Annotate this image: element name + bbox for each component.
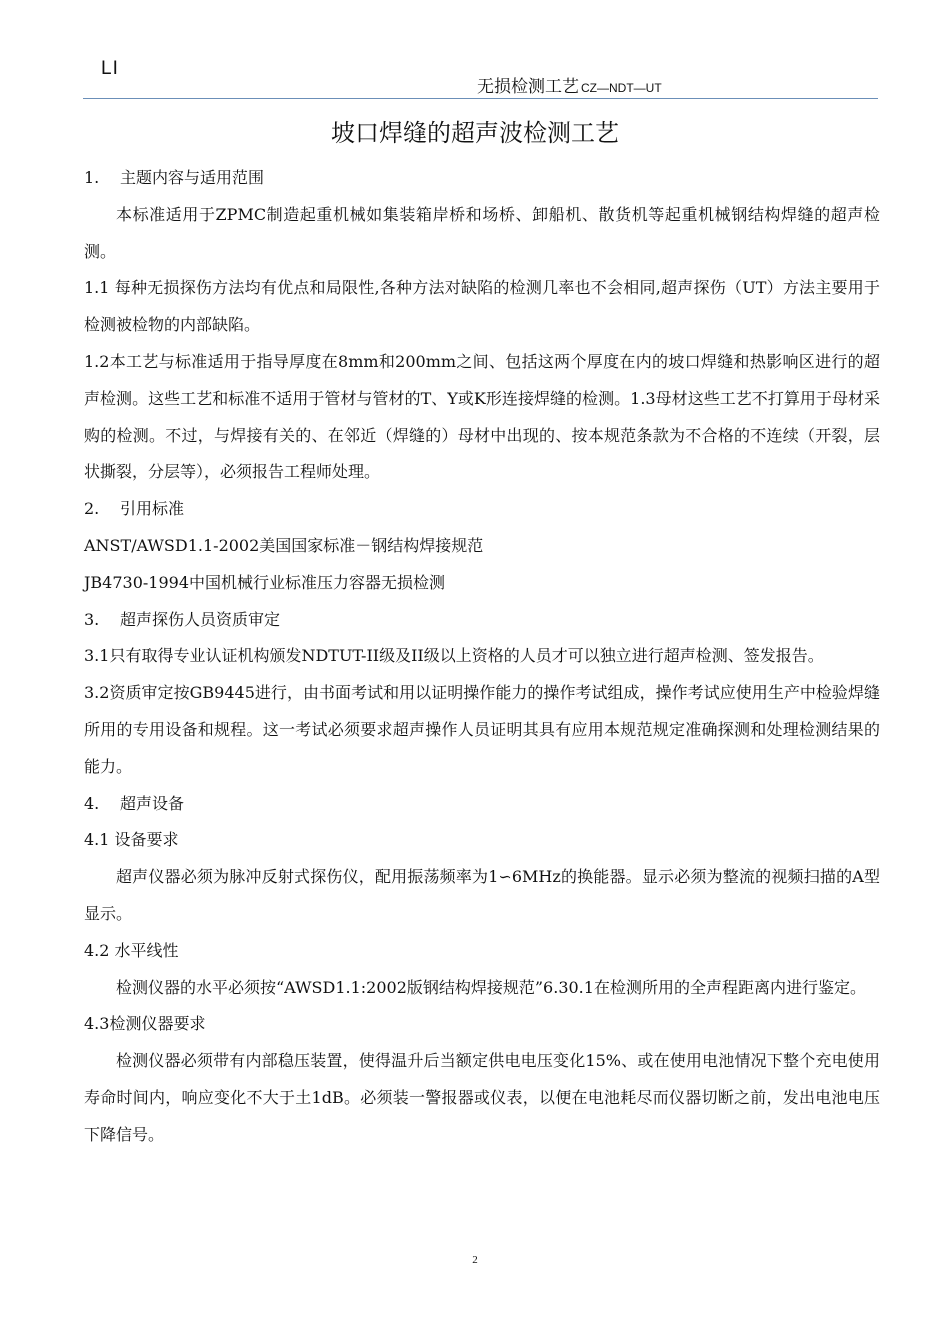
header-code: CZ—NDT—UT <box>581 81 662 95</box>
subsection-4-3: 4.3检测仪器要求 <box>84 1014 206 1034</box>
section-4-heading <box>84 786 880 823</box>
section-2-heading <box>84 491 880 528</box>
section-3-title: 超声探伤人员资质审定 <box>120 609 281 629</box>
section-1-heading <box>84 160 880 197</box>
reference-1: ANST/AWSD1.1-2002美国国家标准－钢结构焊接规范 <box>84 535 484 555</box>
paragraph-1-1: 1.1 每种无损探伤方法均有优点和局限性,各种方法对缺陷的检测几率也不会相同,超声探伤（UT）方法主要用于检测被检物的内部缺陷。 <box>84 278 880 335</box>
subsection-4-2: 4.2 水平线性 <box>84 940 179 960</box>
header-right <box>477 72 662 97</box>
subsection-4-1: 4.1 设备要求 <box>84 830 179 850</box>
document-title: 坡口焊缝的超声波检测工艺 <box>331 119 619 147</box>
reference-2: JB4730-1994中国机械行业标准压力容器无损检测 <box>84 572 446 592</box>
header-title: 无损检测工艺 <box>477 77 579 97</box>
header-left-mark: LI <box>101 58 119 79</box>
page-number: 2 <box>472 1254 478 1266</box>
section-1-title: 主题内容与适用范围 <box>120 168 265 187</box>
section-3-number: 3. <box>84 609 100 629</box>
section-2-title: 引用标准 <box>120 499 185 519</box>
document-body <box>84 160 880 1154</box>
section-1-number: 1. <box>84 168 100 187</box>
section-3-heading <box>84 602 880 639</box>
paragraph-scope: 本标准适用于ZPMC制造起重机械如集装箱岸桥和场桥、卸船机、散货机等起重机械钢结构焊缝的超声检测。 <box>84 204 880 261</box>
paragraph-4-2: 检测仪器的水平必须按“AWSD1.1:2002版钢结构焊接规范”6.30.1在检测所用的全声程距离内进行鉴定。 <box>116 977 866 997</box>
paragraph-1-2: 1.2本工艺与标准适用于指导厚度在8mm和200mm之间、包括这两个厚度在内的坡口焊缝和热影响区进行的超声检测。这些工艺和标准不适用于管材与管材的T、Y或K形连接焊缝的检测。1.3母材这些工艺不打算用于母材采购的检测。不过，与焊接有关的、在邻近（焊缝的）母材中出现的、按本规范条款为不合格的不连续（开裂，层状撕裂，分层等），必须报告工程师处理。 <box>84 351 880 482</box>
paragraph-4-1: 超声仪器必须为脉冲反射式探伤仪，配用振荡频率为1∽6MHz的换能器。显示必须为整流的视频扫描的A型显示。 <box>84 867 880 923</box>
paragraph-4-3: 检测仪器必须带有内部稳压装置，使得温升后当额定供电电压变化15%、或在使用电池情况下整个充电使用寿命时间内，响应变化不大于土1dB。必须装一警报器或仪表，以便在电池耗尽而仪器切断之前，发出电池电压下降信号。 <box>84 1051 880 1144</box>
section-4-title: 超声设备 <box>120 793 185 813</box>
section-2-number: 2. <box>84 499 100 519</box>
paragraph-3-1: 3.1只有取得专业认证机构颁发NDTUT-II级及II级以上资格的人员才可以独立进行超声检测、签发报告。 <box>84 646 824 666</box>
paragraph-3-2: 3.2资质审定按GB9445进行，由书面考试和用以证明操作能力的操作考试组成，操作考试应使用生产中检验焊缝所用的专用设备和规程。这一考试必须要求超声操作人员证明其具有应用本规范规定准确探测和处理检测结果的能力。 <box>84 683 880 776</box>
section-4-number: 4. <box>84 793 100 813</box>
header-rule <box>83 98 878 99</box>
